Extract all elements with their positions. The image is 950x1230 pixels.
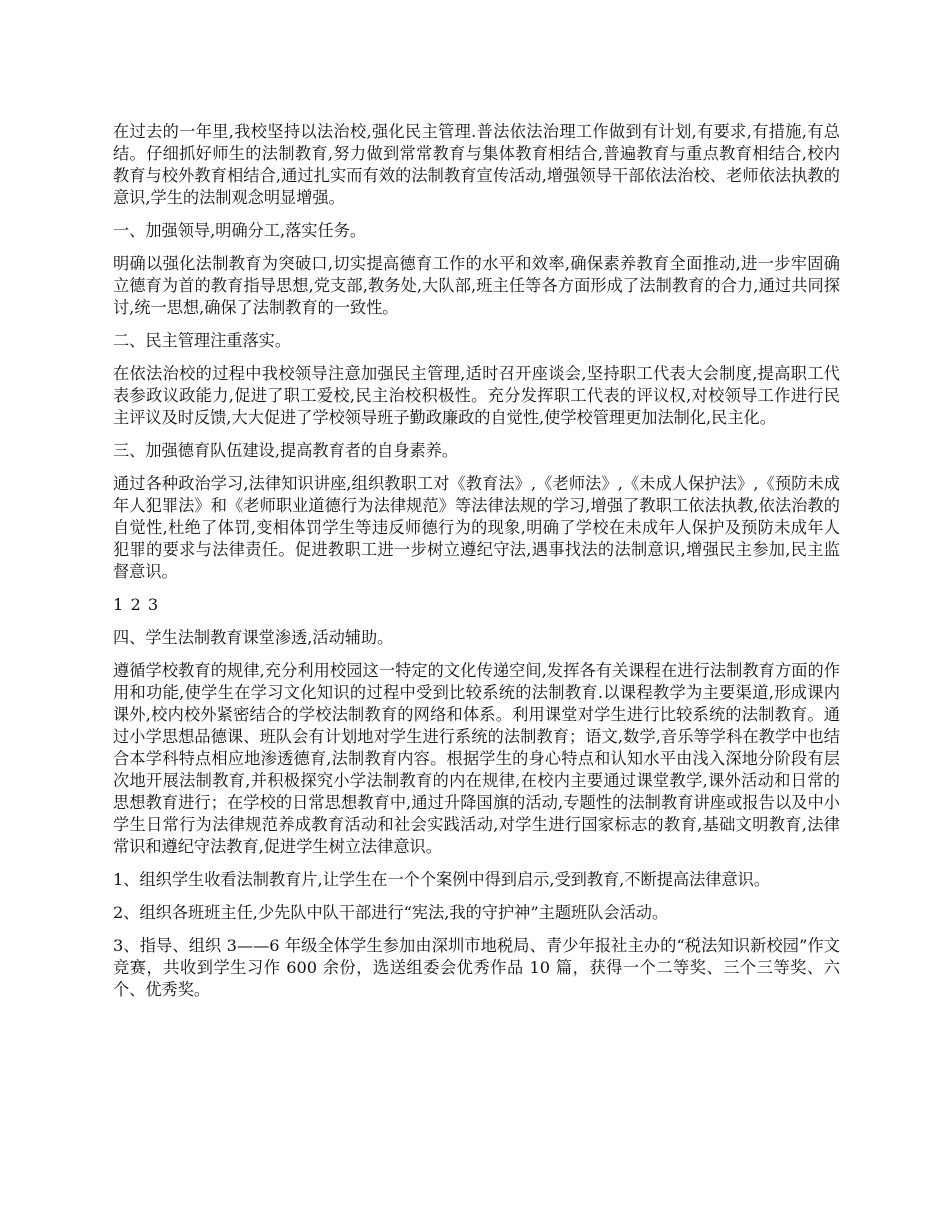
intro-paragraph: 在过去的一年里,我校坚持以法治校,强化民主管理.普法依法治理工作做到有计划,有要求,有措施,有总结。仔细抓好师生的法制教育,努力做到常常教育与集体教育相结合,普遍教育与重点教育相结合,校内教育与校外教育相结合,通过扎实而有效的法制教育宣传活动,增强领导干部依法治校、老师依法执教的意识,学生的法制观念明显增强。 <box>113 122 840 207</box>
list-item-1: 1、组织学生收看法制教育片,让学生在一个个案例中得到启示,受到教育,不断提高法律意识。 <box>113 870 771 889</box>
page-numbers: 1 2 3 <box>113 595 160 614</box>
list-item-3: 3、指导、组织 3——6 年级全体学生参加由深圳市地税局、青少年报社主办的“税法知识新校园”作文竞赛，共收到学生习作 600 余份，选送组委会优秀作品 10 篇，获得一个二等奖、三个三等奖、六个、优秀奖。 <box>113 936 840 999</box>
section-4-paragraph: 遵循学校教育的规律,充分利用校园这一特定的文化传递空间,发挥各有关课程在进行法制教育方面的作用和功能,使学生在学习文化知识的过程中受到比较系统的法制教育.以课程教学为主要渠道,形成课内课外,校内校外紧密结合的学校法制教育的网络和体系。利用课堂对学生进行比较系统的法制教育。通过小学思想品德课、班队会有计划地对学生进行系统的法制教育；语文,数学,音乐等学科在教学中也结合本学科特点相应地渗透德育,法制教育内容。根据学生的身心特点和认知水平由浅入深地分阶段有层次地开展法制教育,并积极探究小学法制教育的内在规律,在校内主要通过课堂教学,课外活动和日常的思想教育进行；在学校的日常思想教育中,通过升降国旗的活动,专题性的法制教育讲座或报告以及中小学生日常行为法律规范养成教育活动和社会实践活动,对学生进行国家标志的教育,基础文明教育,法律常识和遵纪守法教育,促进学生树立法律意识。 <box>113 661 840 856</box>
document-body <box>113 121 840 1012</box>
list-item-2: 2、组织各班班主任,少先队中队干部进行“宪法,我的守护神”主题班队会活动。 <box>113 903 669 922</box>
section-1-paragraph: 明确以强化法制教育为突破口,切实提高德育工作的水平和效率,确保素养教育全面推动,进一步牢固确立德育为首的教育指导思想,党支部,教务处,大队部,班主任等各方面形成了法制教育的合力,通过共同探讨,统一思想,确保了法制教育的一致性。 <box>113 254 840 317</box>
section-heading-3: 三、加强德育队伍建设,提高教育者的自身素养。 <box>113 441 459 460</box>
section-3-paragraph: 通过各种政治学习,法律知识讲座,组织教职工对《教育法》,《老师法》,《未成人保护法》,《预防未成年人犯罪法》和《老师职业道德行为法律规范》等法律法规的学习,增强了教职工依法执教,依法治教的自觉性,杜绝了体罚,变相体罚学生等违反师德行为的现象,明确了学校在未成年人保护及预防未成年人犯罪的要求与法律责任。促进教职工进一步树立遵纪守法,遇事找法的法制意识,增强民主参加,民主监督意识。 <box>113 474 840 581</box>
section-heading-1: 一、加强领导,明确分工,落实任务。 <box>113 221 367 240</box>
section-heading-2: 二、民主管理注重落实。 <box>113 331 292 350</box>
section-2-paragraph: 在依法治校的过程中我校领导注意加强民主管理,适时召开座谈会,坚持职工代表大会制度,提高职工代表参政议政能力,促进了职工爱校,民主治校积极性。充分发挥职工代表的评议权,对校领导工作进行民主评议及时反馈,大大促进了学校领导班子勤政廉政的自觉性,使学校管理更加法制化,民主化。 <box>113 364 840 427</box>
section-heading-4: 四、学生法制教育课堂渗透,活动辅助。 <box>113 628 394 647</box>
